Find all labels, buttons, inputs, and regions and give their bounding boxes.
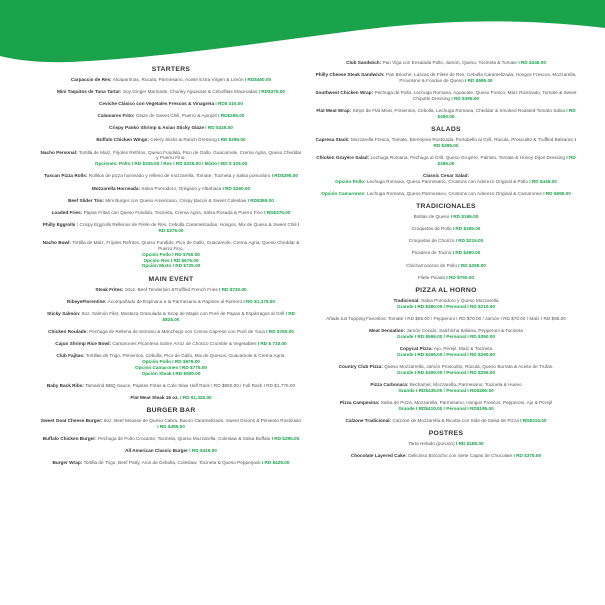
item-price: I RD $415.00 (189, 448, 217, 454)
item-name: Sticky Salmón: (46, 310, 81, 316)
item-description: Mini Burger con Queso Americano, Crispy Bacon & Sweet Coleslaw (105, 197, 247, 203)
item-description: Tortilla de Maíz, Frijoles Refritos, Queso Fundido, Pico de Gallo, Guacamole, Crema Agria, Queso Cheddar y Puerro Fino. (78, 149, 302, 161)
item-price: I RD $395.00 (433, 137, 577, 148)
item-name: Philly Eggrolls : (42, 221, 79, 227)
item-description: Strips de Flat Meat, Pimientos, Cebolla, Lechuga Romana, Cheddar & Smoked Roasted Tomato Salsa (352, 108, 565, 114)
item-price: I RD$460.00 (244, 77, 272, 82)
section-heading: TRADICIONALES (416, 203, 476, 211)
menu-item (40, 210, 302, 216)
item-name: Chicken Roulade: (48, 328, 88, 334)
item-price: I RD $1,375.00 (243, 298, 275, 304)
item-description: 8oz. Salmón Filet, Mostaza Granulada & Sirop de Maple con Puré de Papas & Espárragos al Grill (81, 310, 285, 316)
item-name: Chicken Gruyère Salad: (316, 155, 370, 161)
menu-item (40, 222, 302, 234)
menu-item (40, 299, 302, 305)
item-price: I RD $1,325.00 (180, 394, 212, 400)
menu-item (315, 60, 577, 66)
item-price: I RD$365.00 (247, 197, 274, 203)
menu-item (40, 395, 302, 401)
menu-item (40, 311, 302, 323)
item-name: Mini Taquitos de Tuna Tartar: (57, 89, 122, 95)
menu-item (315, 226, 577, 232)
item-price: I RD $750.00 (446, 274, 475, 280)
item-price-option: Opción Pollo I RD $675.00 (142, 358, 200, 364)
item-price-option: Opción Steak I RD $900.00 (141, 370, 201, 376)
item-name: Philly Cheese Steak Sandwich: (315, 72, 385, 78)
item-name: Crispy Panko Shrimp & Asian Sticky Glaze (109, 125, 204, 131)
menu-item (315, 316, 577, 322)
item-description: Acompañado de Espinaca a la Parmesana & Papines al Romero (107, 298, 243, 304)
menu-item (40, 436, 302, 442)
section-heading: STARTERS (151, 66, 191, 73)
item-price: I RD $395.00 (437, 155, 576, 166)
item-name: Country Club Pizza: (338, 363, 383, 369)
item-name: Pizza Carbonara: (370, 381, 409, 387)
menu-item (40, 137, 302, 143)
item-name: Calamares Frito: (97, 113, 135, 119)
section-heading: MAIN EVENT (148, 275, 194, 283)
menu-item (40, 353, 302, 377)
menu-item (315, 137, 577, 149)
item-name: Cajun Shrimp Rice Bowl: (55, 340, 112, 346)
item-price: I RD $450.00 (437, 108, 576, 119)
menu-item (315, 400, 577, 412)
item-price: I RD$295.00 (218, 113, 245, 119)
item-description: 10oz. Beef Tenderloin &Truffled French Fries (124, 286, 218, 292)
menu-item (315, 418, 577, 424)
item-description: Lechuga Romana, Pechuga al Grill, Queso Gruyère, Palmito, Tomate & Honey Dijon Dressing (370, 155, 566, 161)
section-heading: PIZZA AL HORNO (415, 286, 477, 294)
item-description: Pan Viga con Ensalada Pollo, Jamón, Queso, Tocineta & Tomate (382, 60, 517, 65)
item-price: I RD $730.00 (219, 286, 247, 292)
item-price: I RD $215.00 (455, 238, 484, 244)
section-heading: SALADS (431, 126, 461, 134)
item-name: All American Classic Burger (125, 448, 188, 454)
item-name: Chocolate Layered Cake: (350, 453, 407, 459)
item-name: Nacho Personal: (40, 149, 78, 155)
menu-item (315, 364, 577, 376)
item-option-line (315, 191, 577, 197)
item-name: Burger Wrap: (52, 460, 83, 466)
item-description: Calzone de Mozzarella & Ricotta con Side de Salsa de Pizza (392, 417, 519, 423)
item-name: Pizza Campesina: (339, 399, 380, 405)
item-name: Meat Sensation: (369, 327, 406, 333)
menu-item (315, 108, 577, 120)
item-price-option: Opción Camarones I RD $775.00 (135, 364, 207, 370)
item-description: Picadera de Tocino (411, 250, 452, 256)
item-price: I RD $825.00 (162, 310, 296, 322)
item-option-line (315, 179, 577, 185)
item-price-option: Grande I RD $595.00 / Personal I RD $390.00 (397, 333, 495, 339)
menu-item (315, 191, 577, 197)
item-name: Copycat Pizza: (399, 345, 433, 351)
item-name: Mozzarella Horneada: (91, 185, 141, 191)
option-name: Opción Camarones: (321, 191, 366, 197)
item-price: I RD $395.00 (451, 96, 479, 101)
menu-item (40, 186, 302, 192)
item-description: Croquetas de Chorizo (408, 238, 455, 244)
menu-item (315, 90, 577, 102)
item-price: I RD$295.00 (271, 173, 299, 179)
item-description: Pechuga de Pollo Crocante, Tocineta, Queso Mozzarella, Coleslaw & Salsa Buffalo (97, 435, 271, 441)
menu-item (40, 150, 302, 168)
item-description: Salsa Pomodoro, Orégano y Albahaca (141, 185, 222, 191)
menu-item (40, 89, 302, 95)
menu-item (40, 448, 302, 454)
item-description: Pechuga de Rellena de Serrano & Manchego con Crema Caprese con Puré de Yuca (89, 328, 265, 334)
item-price: I RD $760.00 (266, 328, 294, 334)
item-name: Baby Back Ribs: (46, 382, 84, 388)
item-name: Club Fajitas: (56, 352, 85, 358)
item-description: Jamón Cocido, Salchicha Italiana, Pepperoni & Tocineta (406, 327, 523, 333)
menu-item (315, 250, 577, 256)
menu-item (40, 198, 302, 204)
menu-item (315, 275, 577, 281)
item-name: Flat Meat Steak 16 oz. (130, 394, 179, 400)
menu-item (315, 328, 577, 340)
item-price-option: Opción Res I RD $675.00 (143, 257, 199, 263)
menu-item (315, 441, 577, 447)
item-price: I RD $195.00 (452, 226, 481, 232)
item-price: I RD $375.00 (513, 453, 542, 459)
item-name: Carpaccio de Res: (70, 77, 112, 82)
menu-column-right (315, 60, 577, 465)
item-name: Ceviche Clásico con Vegetales Frescos & Vinagreta (98, 101, 215, 107)
menu-item (40, 287, 302, 293)
item-price-option: Grande I RD $495.00 / Personal I RD $290.00 (397, 351, 495, 357)
item-description: Salsa Pomodoro y Queso Mozzarella (421, 297, 499, 303)
item-description: 8oz. Beef Mousse de Queso Cabra, Bacon Caramelizado, Sweet Onions & Pimiento Rostizado (103, 417, 302, 423)
menu-item (40, 173, 302, 179)
item-price: I RD $185.00 (456, 440, 484, 446)
item-price-option: Grande I RD$410.00 / Personal I RD$195.00 (398, 405, 494, 411)
item-name: Tradicional: (393, 297, 420, 303)
item-price-option: Opción Pollo I RD $750.00 (142, 251, 200, 257)
menu-item (315, 263, 577, 269)
item-price: I RD $395.00 (271, 435, 300, 441)
menu-column-left (40, 60, 302, 472)
item-price-option: Grande I RD $495.00 / Personal I RD $295.00 (397, 369, 495, 375)
item-description: Tortilla de Trigo, Beef Patty, Aros de Cebolla, Coleslaw, Tocineta & Queso Pepperjack (83, 460, 261, 466)
item-name: Buffalo Chicken Wings: (96, 137, 149, 143)
item-description: Bolitas de Queso (413, 214, 450, 220)
item-description: Pechuga de Pollo, Lechuga Romana, Aguacate, Queso Fresco, Maíz Rostizado, Tomate & Sweet Chipotle Dressing (374, 90, 577, 101)
item-name: Capresa Stack: (315, 137, 350, 143)
menu-item (315, 453, 577, 459)
item-price: I RD $345.00 (518, 60, 546, 65)
item-description: Queso Mozzarrella, Jamón Proscuitto, Rúcula, Queso Burrata & Aceite de Trufas. (384, 363, 554, 369)
menu-item (315, 72, 577, 84)
item-description: Ajo, Perejil, Maíz & Tocineta (433, 345, 493, 351)
item-price: I RD $295.00 (218, 137, 246, 143)
menu-item (315, 346, 577, 358)
item-description: Papas Fritas con Queso Fundido, Tocineta, Crema Agria, Salsa Rosada & Puerro Fino (83, 209, 263, 215)
item-description: Tarta Helado (porción) (408, 440, 455, 446)
item-name: Southwest Chicken Wrap: (315, 90, 374, 96)
item-description: Alcaparrinas, Rúcula, Parmesano, Aceite Extra Virgen & Limón (112, 77, 244, 82)
item-description: Bechamel, Mozzarella, Parmesano, Tocineta & Huevo (409, 381, 522, 387)
item-description: Filete Picado (417, 274, 446, 280)
menu-item (40, 383, 302, 389)
menu-item (315, 214, 577, 220)
item-description: Pan Brioche, Lascas de Filete de Res, Cebolla Caramelizada, Hongos Frescos, Mozzarella, Provolone & Fondue de Queso (385, 72, 577, 83)
item-description: Mozzarella Fresca, Tomate, Berenjena Rostizada, Portobello al Grill, Rúcula, Proscuitto & Truffled Balsamic (350, 137, 574, 143)
item-price-option: Grande I RD$435.00 / Personal I RD$260.00 (398, 387, 494, 393)
item-description: Crispy Eggrolls Rellenos de Filete de Res, Cebolla Caramelizadas, Hongos, Mix de Queso & Sweet Chili (79, 221, 297, 227)
item-name: Loaded Fries: (51, 209, 83, 215)
menu-item (315, 238, 577, 244)
item-name: Beef Slider Trio: (68, 197, 105, 203)
item-price: I RD$315.00 (520, 417, 547, 423)
menu-item (40, 460, 302, 466)
item-description: Soy Ginger Marinade, Chunky Aguacate & Cebollitas Maceradas (122, 89, 258, 95)
item-description: Tortillas de Trigo, Pimientos, Cebolla, Pico de Gallo, Mix de Quesos, Guacamole & Crema Agria. (85, 352, 286, 358)
item-name: Tuscan Pizza Rolls: (43, 173, 88, 179)
item-description: Croquetas de Pollo (411, 226, 452, 232)
item-price: I RD$ 415.00 (215, 101, 243, 107)
item-description: Celery Sticks & Ranch Dressing (150, 137, 217, 143)
option-description: Lechuga Romana, Queso Parmesano, Crostons con Aderezo Original & Camarones (365, 191, 542, 197)
item-description: Tamarind BBQ Sauce, Papitas Fritas & Cole Slaw Half Rack I RD $850.00 / Full Rack I RD $1,775.00 (85, 382, 296, 388)
item-price-option: Opción Mixto I RD $725.00 (141, 263, 201, 269)
item-description: Añade tus Topping Favoritos: Tomate I RD $65.00 / Pepperoni I RD $70.00 / Jamón I RD $70.00 / Maíz I RD $95.00 (326, 315, 566, 321)
section-heading: POSTRES (428, 429, 464, 437)
menu-item (40, 341, 302, 347)
item-price: I RD $ 710.00 (257, 340, 287, 346)
item-price: I RD $295.00 (458, 262, 486, 268)
item-name: RibeyeFlorentine: (67, 298, 107, 304)
menu-item (315, 298, 577, 310)
menu-item (315, 155, 577, 167)
item-description: Delicioso Bizcocho con Siete Capas de Chocolate (408, 453, 513, 459)
menu-item (40, 101, 302, 107)
section-heading: BURGER BAR (146, 406, 196, 414)
option-name: Opción Pollo: (335, 179, 366, 184)
item-price: I RD $495.00 (157, 423, 185, 429)
menu-item (40, 113, 302, 119)
menu-item (40, 125, 302, 131)
item-price: I RD $425.00 (261, 460, 290, 466)
item-price: I RD $260.00 (222, 185, 251, 191)
item-price: I RD$375.00 (264, 209, 291, 215)
item-price: I RD $425.00 (205, 125, 233, 131)
item-name: Sweet Goat Cheese Burger: (40, 417, 103, 423)
item-price: I RD $595.00 (465, 78, 493, 83)
item-name: Classic Cesar Salad: (422, 173, 470, 179)
menu-item (40, 329, 302, 335)
item-description: Camarones Picantesa Sobre Arroz de Chorizo Crumble & Vegetables (112, 340, 257, 346)
item-price-option: Grande I RD $380.00 / Personal I RD $210.00 (397, 303, 495, 309)
item-price: I RD $195.00 (450, 214, 479, 220)
menu-item (40, 77, 302, 83)
item-price: I RD $490.00 (452, 250, 481, 256)
option-price: I RD $445.00 (529, 179, 557, 184)
menu-item (315, 173, 577, 185)
item-name: Nacho Bowl: (42, 239, 71, 245)
item-name: Steak Frites: (95, 286, 124, 292)
item-name: Buffalo Chicken Burger: (42, 435, 97, 441)
option-description: Lechuga Romana, Queso Parmesano, Crostons con Aderezo Original & Pollo (365, 179, 528, 184)
item-name: Flat Meat Wrap: (316, 108, 352, 114)
item-description: Glaze de Sweet Chili, Puerro & Ajonjolí (135, 113, 217, 119)
item-name: Club Sandwich: (346, 60, 382, 65)
item-name: Calzone Tradicional: (345, 417, 392, 423)
item-description: Rollitos de pizza horneado y relleno de mozzarella, Tomate, Tocineta y Salsa pomodoro (88, 173, 271, 179)
menu-item (40, 418, 302, 430)
item-price: I RD$375.00 (258, 89, 285, 95)
option-price: I RD $595.00 (543, 191, 571, 197)
item-options: Opciones: Pollo I RD $335.00 / Res I RD $325.00 / Mixto I RD $ 325.00 (94, 161, 248, 167)
item-description: Chicharroncitos de Pollo (406, 262, 457, 268)
menu-item (315, 382, 577, 394)
item-description: Salsa de Pizza, Mozzarella, Parmesano, Hongos Frescos, Pepperoni, Ajo & Perejil (380, 399, 553, 405)
item-description: Tortilla de Maíz, Frijoles Refritos, Queso Fundido, Pico de Gallo, Guacamole, Crema Agria, Queso Cheddar & Puerro Fino. (72, 239, 300, 251)
item-price: I RD $375.00 (158, 221, 300, 233)
menu-item (40, 240, 302, 270)
